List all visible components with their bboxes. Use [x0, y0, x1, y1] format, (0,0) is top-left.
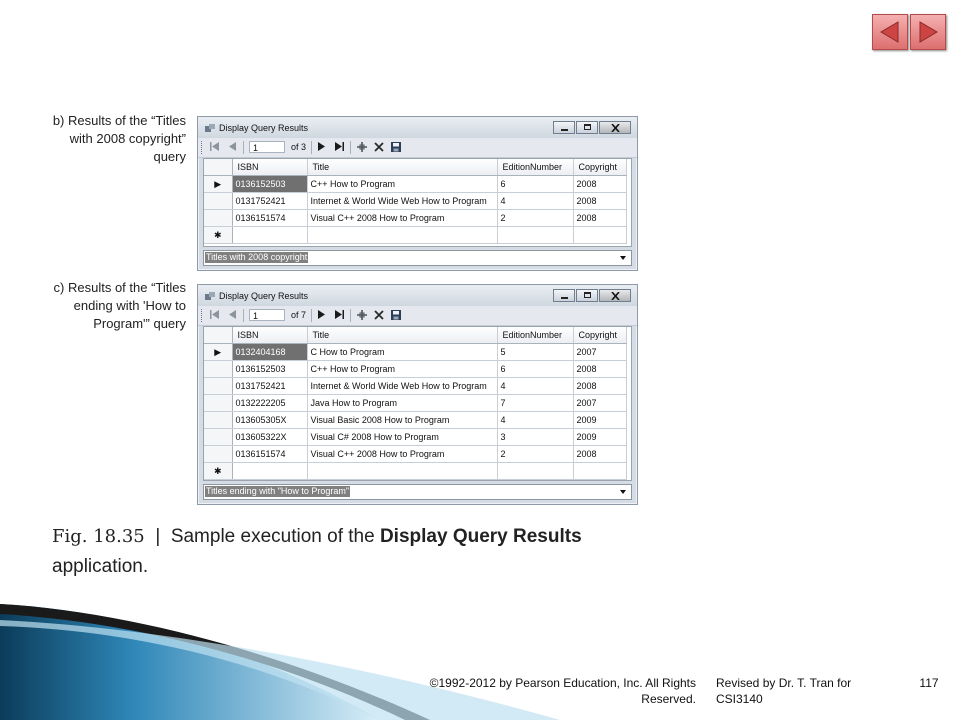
table-cell[interactable]: Internet & World Wide Web How to Program: [307, 378, 497, 395]
table-cell[interactable]: 4: [497, 193, 573, 210]
table-cell[interactable]: 013605322X: [232, 429, 307, 446]
table-cell[interactable]: 2: [497, 210, 573, 227]
table-cell[interactable]: [232, 463, 307, 480]
row-header[interactable]: [204, 395, 232, 412]
data-grid[interactable]: [203, 158, 632, 247]
table-cell[interactable]: 0131752421: [232, 193, 307, 210]
record-count-label: of 7: [291, 310, 307, 320]
move-next-icon[interactable]: [318, 310, 325, 319]
table-cell[interactable]: [497, 463, 573, 480]
row-header[interactable]: [204, 378, 232, 395]
figure-number: Fig. 18.35: [52, 526, 145, 547]
data-grid[interactable]: [203, 326, 632, 481]
column-header[interactable]: ISBN: [232, 159, 307, 176]
table-cell[interactable]: Visual Basic 2008 How to Program: [307, 412, 497, 429]
chevron-down-icon[interactable]: [620, 490, 626, 494]
table-cell[interactable]: 2008: [573, 378, 626, 395]
triangle-right-icon: [916, 20, 940, 44]
move-last-icon[interactable]: [335, 310, 344, 319]
triangle-left-icon: [878, 20, 902, 44]
table-row[interactable]: [204, 395, 626, 412]
table-cell[interactable]: 0136151574: [232, 446, 307, 463]
footer-copyright: ©1992-2012 by Pearson Education, Inc. All Rights Reserved.: [429, 676, 696, 706]
table-cell[interactable]: 4: [497, 378, 573, 395]
table-cell[interactable]: 6: [497, 176, 573, 193]
next-slide-button[interactable]: [910, 14, 946, 50]
table-row[interactable]: [204, 344, 626, 361]
table-row[interactable]: [204, 412, 626, 429]
column-header[interactable]: Copyright: [573, 327, 626, 344]
query-select[interactable]: [203, 250, 632, 266]
query-select-value: Titles ending with "How to Program": [206, 486, 350, 496]
title-bar[interactable]: [198, 117, 637, 138]
table-cell[interactable]: C++ How to Program: [307, 176, 497, 193]
footer-revised: Revised by Dr. T. Tran for CSI3140: [716, 676, 852, 706]
caption-b: b) Results of the “Titles with 2008 copyright” query: [52, 113, 186, 164]
table-cell[interactable]: 2008: [573, 193, 626, 210]
window-title: Display Query Results: [219, 291, 309, 301]
binding-navigator: [198, 138, 637, 158]
table-cell[interactable]: [497, 227, 573, 244]
window-title: Display Query Results: [219, 123, 309, 133]
table-cell[interactable]: 2008: [573, 446, 626, 463]
close-button[interactable]: [599, 289, 631, 302]
table-cell[interactable]: 6: [497, 361, 573, 378]
table-row[interactable]: [204, 446, 626, 463]
title-bar[interactable]: [198, 285, 637, 306]
caption-c: c) Results of the “Titles ending with 'How to Program'” query: [53, 280, 186, 331]
row-header[interactable]: [204, 429, 232, 446]
table-cell[interactable]: Visual C++ 2008 How to Program: [307, 446, 497, 463]
table-cell[interactable]: 2009: [573, 412, 626, 429]
query-results-window-c: [197, 284, 638, 505]
table-row[interactable]: [204, 193, 626, 210]
app-icon: [205, 124, 215, 132]
table-cell[interactable]: Java How to Program: [307, 395, 497, 412]
column-header[interactable]: Copyright: [573, 159, 626, 176]
minimize-button[interactable]: [553, 121, 575, 134]
table-cell[interactable]: 2: [497, 446, 573, 463]
figure-caption: [52, 522, 652, 582]
new-row-marker[interactable]: ✱: [204, 227, 232, 244]
column-header[interactable]: Title: [307, 327, 497, 344]
row-header[interactable]: [204, 193, 232, 210]
minimize-icon: [561, 129, 568, 131]
table-cell[interactable]: 2007: [573, 344, 626, 361]
table-cell[interactable]: 0136152503: [232, 176, 307, 193]
figure-app-name: Display Query Results: [379, 526, 582, 547]
move-last-icon[interactable]: [335, 142, 344, 151]
table-row[interactable]: [204, 361, 626, 378]
table-cell[interactable]: 0136152503: [232, 361, 307, 378]
figure-text-before: Sample execution of the: [170, 526, 380, 547]
row-header[interactable]: ▶: [204, 176, 232, 193]
row-header[interactable]: [204, 361, 232, 378]
page-number: 117: [919, 676, 939, 690]
table-cell[interactable]: 2009: [573, 429, 626, 446]
close-button[interactable]: [599, 121, 631, 134]
maximize-button[interactable]: [576, 289, 598, 302]
app-icon: [205, 292, 215, 300]
table-cell[interactable]: [573, 463, 626, 480]
previous-slide-button[interactable]: [872, 14, 908, 50]
maximize-icon: [584, 292, 591, 298]
grid-corner: [204, 327, 232, 344]
toolbar-grip: [201, 309, 204, 322]
figure-separator: |: [155, 526, 161, 547]
table-cell[interactable]: C How to Program: [307, 344, 497, 361]
binding-navigator: [198, 306, 637, 326]
position-input[interactable]: 1: [249, 141, 285, 153]
move-previous-icon[interactable]: [229, 142, 236, 151]
table-cell[interactable]: 3: [497, 429, 573, 446]
table-cell[interactable]: [307, 463, 497, 480]
table-row[interactable]: [204, 176, 626, 193]
row-header[interactable]: [204, 210, 232, 227]
table-cell[interactable]: 2008: [573, 210, 626, 227]
record-count-label: of 3: [291, 142, 307, 152]
save-icon[interactable]: [391, 310, 401, 320]
chevron-down-icon[interactable]: [620, 256, 626, 260]
table-cell[interactable]: Internet & World Wide Web How to Program: [307, 193, 497, 210]
table-row[interactable]: [204, 378, 626, 395]
table-cell[interactable]: [573, 227, 626, 244]
row-header[interactable]: ▶: [204, 344, 232, 361]
table-cell[interactable]: 0132404168: [232, 344, 307, 361]
toolbar-grip: [201, 141, 204, 154]
maximize-icon: [584, 124, 591, 130]
figure-text-after: application.: [52, 556, 149, 577]
position-input[interactable]: 1: [249, 309, 285, 321]
delete-icon[interactable]: [374, 310, 384, 320]
row-header[interactable]: [204, 412, 232, 429]
move-first-icon[interactable]: [210, 142, 219, 151]
move-first-icon[interactable]: [210, 310, 219, 319]
query-select-value: Titles with 2008 copyright: [206, 252, 308, 262]
table-cell[interactable]: Visual C++ 2008 How to Program: [307, 210, 497, 227]
table-cell[interactable]: 0132222205: [232, 395, 307, 412]
column-header[interactable]: ISBN: [232, 327, 307, 344]
table-cell[interactable]: 2007: [573, 395, 626, 412]
table-row[interactable]: [204, 429, 626, 446]
delete-icon[interactable]: [374, 142, 384, 152]
query-select[interactable]: [203, 484, 632, 500]
query-results-window-b: [197, 116, 638, 271]
add-new-icon[interactable]: [357, 142, 367, 152]
minimize-icon: [561, 297, 568, 299]
add-new-icon[interactable]: [357, 310, 367, 320]
minimize-button[interactable]: [553, 289, 575, 302]
table-cell[interactable]: C++ How to Program: [307, 361, 497, 378]
table-cell[interactable]: Visual C# 2008 How to Program: [307, 429, 497, 446]
move-previous-icon[interactable]: [229, 310, 236, 319]
row-header[interactable]: [204, 446, 232, 463]
table-cell[interactable]: [232, 227, 307, 244]
move-next-icon[interactable]: [318, 142, 325, 151]
grid-corner: [204, 159, 232, 176]
table-row[interactable]: [204, 210, 626, 227]
table-cell[interactable]: 2008: [573, 176, 626, 193]
table-cell[interactable]: 2008: [573, 361, 626, 378]
table-cell[interactable]: 0136151574: [232, 210, 307, 227]
table-cell[interactable]: 4: [497, 412, 573, 429]
table-cell[interactable]: 013605305X: [232, 412, 307, 429]
table-cell[interactable]: 0131752421: [232, 378, 307, 395]
table-cell[interactable]: [307, 227, 497, 244]
table-cell[interactable]: 7: [497, 395, 573, 412]
close-icon: [611, 292, 620, 300]
save-icon[interactable]: [391, 142, 401, 152]
column-header[interactable]: EditionNumber: [497, 327, 573, 344]
column-header[interactable]: EditionNumber: [497, 159, 573, 176]
close-icon: [611, 124, 620, 132]
column-header[interactable]: Title: [307, 159, 497, 176]
maximize-button[interactable]: [576, 121, 598, 134]
new-row[interactable]: [204, 227, 626, 244]
new-row[interactable]: [204, 463, 626, 480]
table-cell[interactable]: 5: [497, 344, 573, 361]
new-row-marker[interactable]: ✱: [204, 463, 232, 480]
